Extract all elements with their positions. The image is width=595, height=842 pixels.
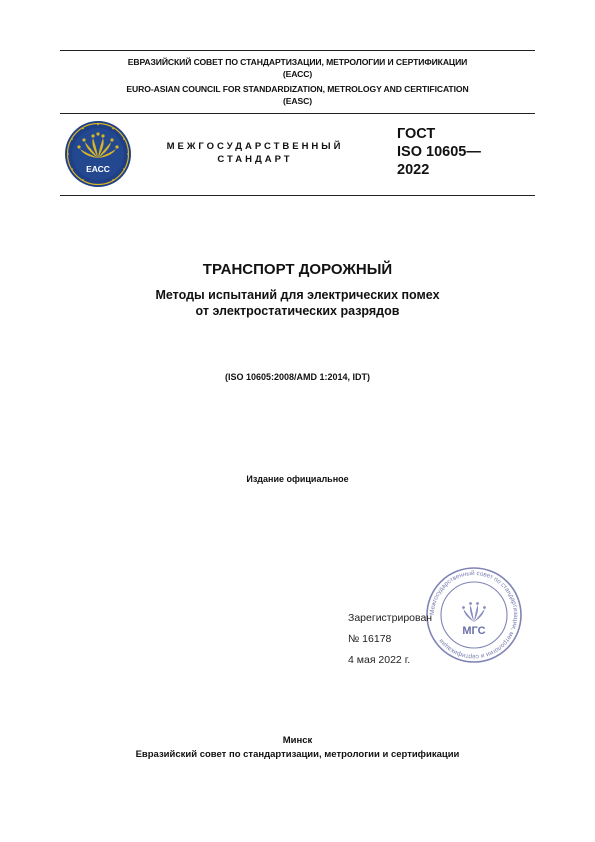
document-subtitle-line1: Методы испытаний для электрических помех: [155, 288, 440, 302]
standard-type-line2: СТАНДАРТ: [217, 154, 293, 165]
svg-text:Межгосударственный совет по ст: [429, 569, 519, 660]
header-rule: [60, 113, 535, 114]
document-title: ТРАНСПОРТ ДОРОЖНЫЙ: [202, 261, 393, 278]
easc-emblem-icon: [64, 120, 132, 188]
registration-number: № 16178: [348, 633, 392, 645]
footer-publisher: Евразийский совет по стандартизации, метрологии и сертификации: [135, 749, 460, 760]
registration-date: 4 мая 2022 г.: [348, 654, 411, 666]
document-subtitle-line2: от электростатических разрядов: [195, 304, 400, 318]
easc-logo: [64, 120, 132, 188]
standard-type-line1: МЕЖГОСУДАРСТВЕННЫЙ: [166, 141, 344, 152]
council-abbr-en: (EASC): [283, 96, 312, 106]
designation-gost: ГОСТ: [397, 126, 436, 142]
designation-number: ISO 10605—: [397, 144, 481, 160]
footer-city: Минск: [282, 735, 313, 746]
registration-label: Зарегистрирован: [348, 612, 433, 624]
logo-text: ЕАСС: [86, 164, 110, 174]
council-name-ru: ЕВРАЗИЙСКИЙ СОВЕТ ПО СТАНДАРТИЗАЦИИ, МЕТРОЛОГИИ И СЕРТИФИКАЦИИ: [127, 57, 468, 67]
mgs-stamp-icon: [425, 566, 523, 664]
designation-rule: [60, 195, 535, 196]
designation-year: 2022: [397, 162, 430, 178]
iso-reference: (ISO 10605:2008/AMD 1:2014, IDT): [224, 372, 371, 382]
stamp-label: МГС: [462, 625, 486, 637]
council-name-en: EURO-ASIAN COUNCIL FOR STANDARDIZATION, METROLOGY AND CERTIFICATION: [126, 84, 469, 94]
council-abbr-ru: (ЕАСС): [282, 69, 313, 79]
edition-label: Издание официальное: [246, 474, 349, 484]
top-rule: [60, 50, 535, 51]
mgs-stamp: [425, 566, 523, 664]
stamp-ring-text: Межгосударственный совет по стандартизации, метрологии и сертификации: [428, 569, 520, 661]
